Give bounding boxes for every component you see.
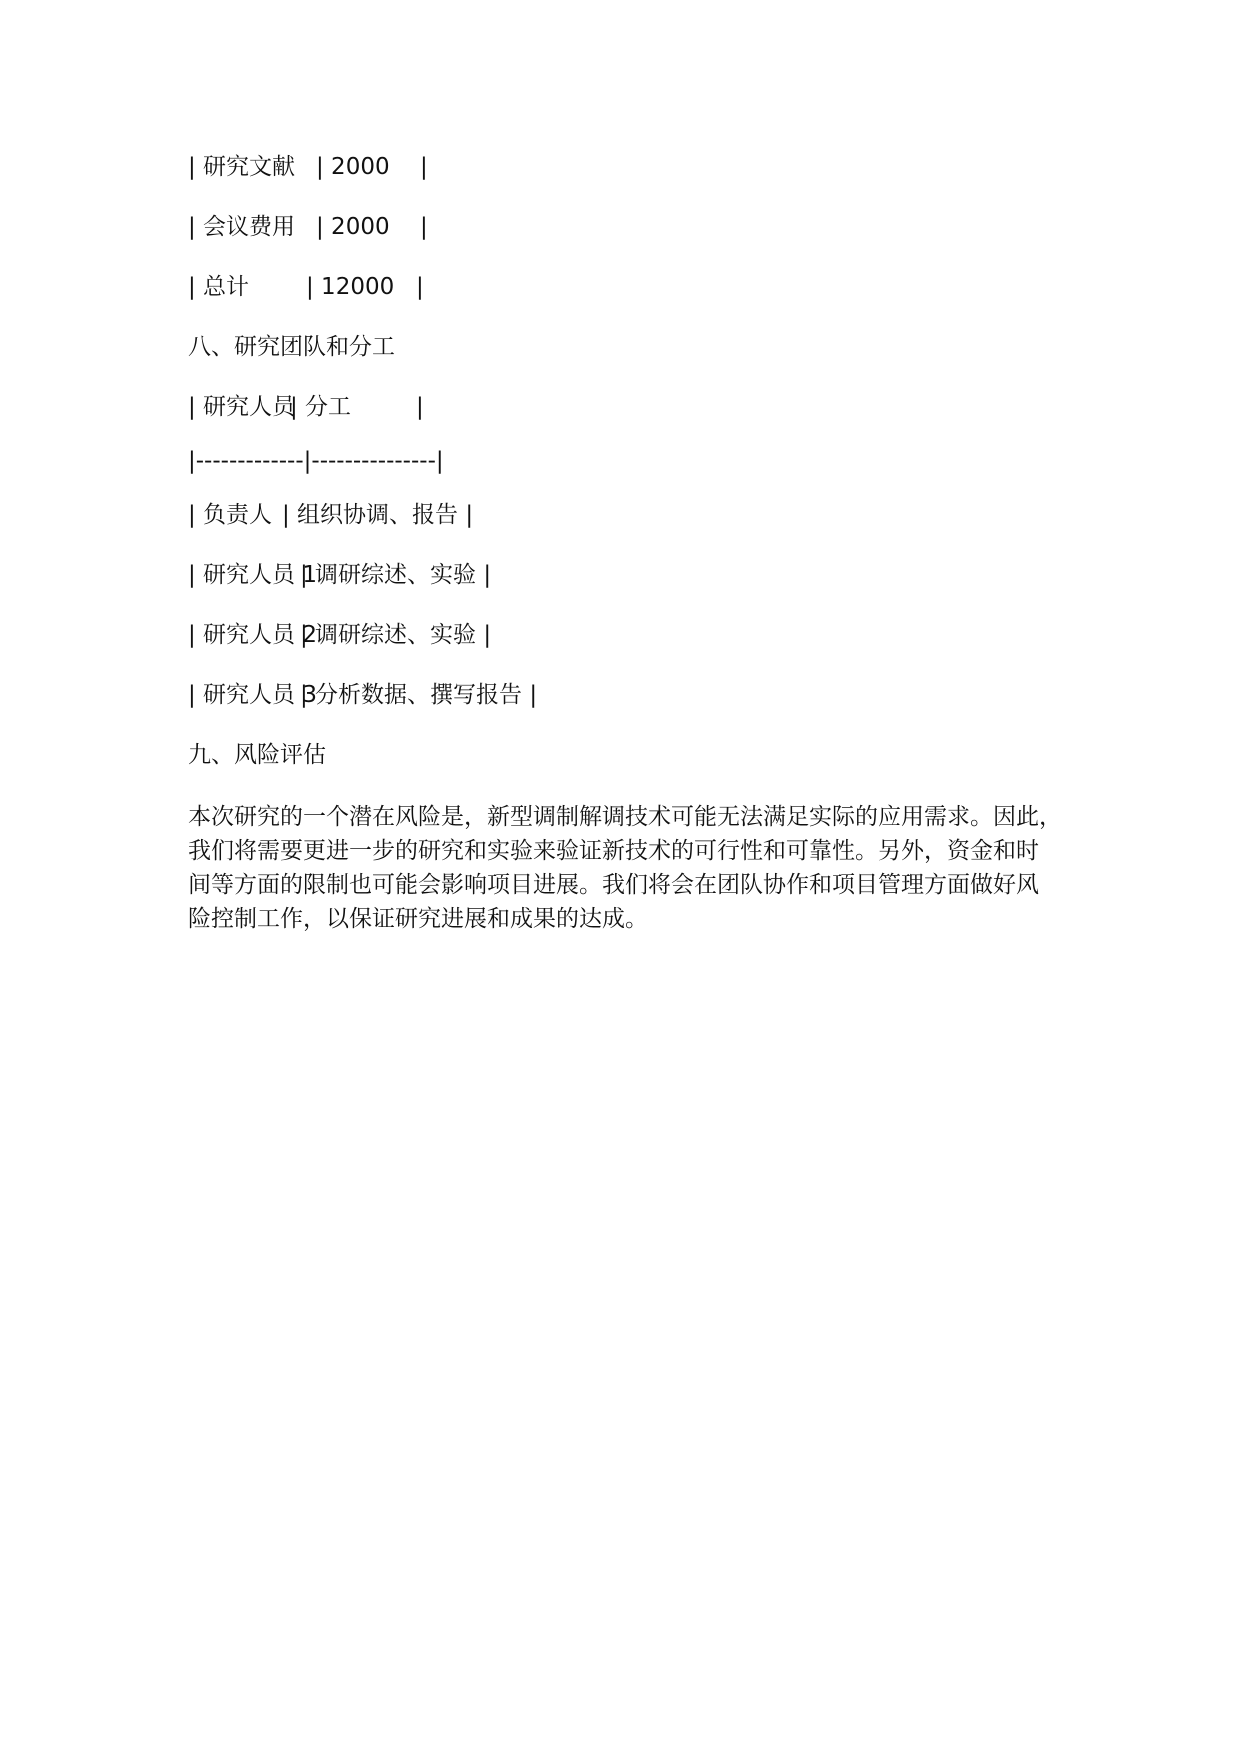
risk-paragraph — [188, 800, 1088, 936]
team-row — [188, 560, 1088, 590]
budget-row — [188, 212, 1088, 242]
budget-amount: | 2000 — [316, 214, 390, 240]
team-header-role: | 分工 — [290, 394, 352, 420]
budget-amount: | 2000 — [316, 154, 390, 180]
team-row — [188, 680, 1088, 710]
budget-item: | 研究文献 — [188, 154, 296, 180]
team-row — [188, 500, 1088, 530]
budget-row — [188, 152, 1088, 182]
team-role: | 调研综述、实验 | — [300, 562, 492, 588]
budget-item: | 总计 — [188, 274, 250, 300]
team-member: | 研究人员 3 — [188, 682, 318, 708]
team-member: | 研究人员 1 — [188, 562, 318, 588]
team-member: | 负责人 — [188, 502, 273, 528]
paragraph-line: 我们将需要更进一步的研究和实验来验证新技术的可行性和可靠性。另外，资金和时 — [188, 838, 1039, 864]
team-role: | 组织协调、报告 | — [282, 502, 474, 528]
budget-amount: | 12000 — [306, 274, 395, 300]
paragraph-line: 本次研究的一个潜在风险是，新型调制解调技术可能无法满足实际的应用需求。因此， — [188, 804, 1062, 830]
budget-row-end: | — [420, 214, 428, 240]
team-member: | 研究人员 2 — [188, 622, 318, 648]
section-8-title: 八、研究团队和分工 — [188, 334, 395, 360]
team-table-header — [188, 392, 1088, 422]
budget-row — [188, 272, 1088, 302]
team-header-member: | 研究人员 — [188, 394, 296, 420]
paragraph-line: 间等方面的限制也可能会影响项目进展。我们将会在团队协作和项目管理方面做好风 — [188, 872, 1039, 898]
budget-row-end: | — [420, 154, 428, 180]
document-content — [188, 152, 1088, 936]
section-9-title: 九、风险评估 — [188, 742, 326, 768]
budget-item: | 会议费用 — [188, 214, 296, 240]
budget-row-end: | — [416, 274, 424, 300]
team-role: | 分析数据、撰写报告 | — [300, 682, 538, 708]
team-role: | 调研综述、实验 | — [300, 622, 492, 648]
team-table-separator: |-------------|---------------| — [188, 448, 444, 474]
paragraph-line: 险控制工作，以保证研究进展和成果的达成。 — [188, 906, 648, 932]
team-row — [188, 620, 1088, 650]
team-header-end: | — [416, 394, 424, 420]
